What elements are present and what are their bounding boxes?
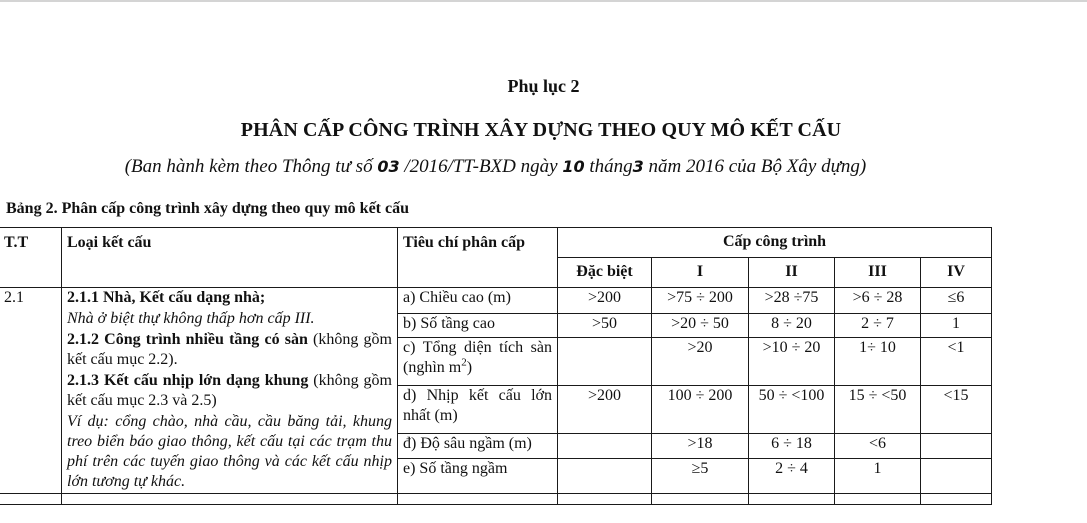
value-cell: 2 ÷ 4 (749, 459, 835, 494)
superscript: 2 (461, 356, 467, 369)
value-cell: 1 (835, 459, 921, 494)
empty-cell (835, 494, 921, 505)
main-title-text: PHÂN CẤP CÔNG TRÌNH XÂY DỰNG THEO QUY MÔ KẾT CẤU (240, 119, 842, 141)
empty-cell (652, 494, 749, 505)
value-cell: >6 ÷ 28 (835, 288, 921, 314)
appendix-label (0, 76, 1087, 97)
value-cell: >50 (558, 314, 652, 338)
table-row-continuation (0, 494, 992, 505)
value-cell: >10 ÷ 20 (749, 338, 835, 386)
value-cell (558, 338, 652, 386)
structure-type-cell (62, 288, 398, 494)
criterion-text: ) (466, 359, 473, 376)
value-cell: ≤6 (921, 288, 992, 314)
value-cell: 1÷ 10 (835, 338, 921, 386)
structure-grade-table (0, 227, 992, 505)
value-cell: >18 (652, 434, 749, 459)
value-cell: 6 ÷ 18 (749, 434, 835, 459)
item-italic: Nhà ở biệt thự không thấp hơn cấp III. (67, 310, 315, 327)
header-grade-special: Đặc biệt (558, 258, 652, 288)
item-2-1-2 (67, 330, 392, 370)
item-italic: Ví dụ: cổng chào, nhà cầu, cầu băng tải, khung treo biển báo giao thông, kết cấu tại các trạm thu phí trên các tuyến giao thông và các kết cấu nhịp lớn tương tự khác. (67, 413, 392, 490)
criterion-cell: b) Số tầng cao (398, 314, 558, 338)
header-tt: T.T (0, 228, 62, 288)
value-cell: >75 ÷ 200 (652, 288, 749, 314)
subtitle-part: tháng (584, 156, 633, 177)
criterion-cell (398, 338, 558, 386)
criterion-cell: d) Nhịp kết cấu lớn nhất (m) (398, 386, 558, 434)
subtitle-line (125, 156, 867, 178)
empty-cell (62, 494, 398, 505)
page-top-edge (0, 0, 1087, 2)
header-row (0, 228, 992, 258)
item-normal: (không gồm kết cấu mục 2.2). (67, 331, 392, 368)
issue-day: 10 (562, 157, 585, 176)
item-normal: (không gồm kết cấu mục 2.3 và 2.5) (67, 372, 393, 409)
value-cell: >20 ÷ 50 (652, 314, 749, 338)
circular-number: 03 (377, 157, 400, 176)
item-bold: 2.1.1 Nhà, Kết cấu dạng nhà; (67, 289, 266, 306)
header-grade-2: II (749, 258, 835, 288)
table-row (0, 288, 992, 314)
value-cell: >20 (652, 338, 749, 386)
header-grade-group: Cấp công trình (558, 228, 992, 258)
criterion-cell: đ) Độ sâu ngầm (m) (398, 434, 558, 459)
subtitle-part: năm 2016 của Bộ Xây dựng) (643, 156, 867, 177)
header-grade-4: IV (921, 258, 992, 288)
header-grade-3: III (835, 258, 921, 288)
value-cell (558, 434, 652, 459)
empty-cell (398, 494, 558, 505)
empty-cell (0, 494, 62, 505)
item-bold: 2.1.2 Công trình nhiều tầng có sàn (67, 331, 308, 348)
criterion-text: c) Tổng diện tích sàn (nghìn m (403, 339, 552, 376)
table-caption: Bảng 2. Phân cấp công trình xây dựng theo quy mô kết cấu (6, 200, 409, 217)
value-cell: 50 ÷ <100 (749, 386, 835, 434)
value-cell: ≥5 (652, 459, 749, 494)
value-cell: >200 (558, 288, 652, 314)
empty-cell (558, 494, 652, 505)
value-cell: 15 ÷ <50 (835, 386, 921, 434)
value-cell (921, 459, 992, 494)
appendix-label-text: Phụ lục 2 (507, 76, 580, 96)
value-cell: 2 ÷ 7 (835, 314, 921, 338)
header-structure-type: Loại kết cấu (62, 228, 398, 288)
subtitle (0, 156, 1087, 178)
criterion-cell: a) Chiều cao (m) (398, 288, 558, 314)
item-example (67, 412, 392, 492)
subtitle-part: (Ban hành kèm theo Thông tư số (124, 156, 378, 177)
value-cell (558, 459, 652, 494)
value-cell: 8 ÷ 20 (749, 314, 835, 338)
section-number: 2.1 (0, 288, 62, 494)
item-2-1-1 (67, 288, 392, 308)
subtitle-part: /2016/TT-BXD ngày (399, 156, 563, 177)
value-cell (921, 434, 992, 459)
item-2-1-3 (67, 371, 392, 411)
value-cell: <15 (921, 386, 992, 434)
main-title (0, 119, 1087, 142)
header-grade-1: I (652, 258, 749, 288)
item-bold: 2.1.3 Kết cấu nhịp lớn dạng khung (67, 372, 309, 389)
value-cell: <1 (921, 338, 992, 386)
value-cell: >28 ÷75 (749, 288, 835, 314)
item-villa-note (67, 309, 392, 329)
criterion-cell: e) Số tầng ngầm (398, 459, 558, 494)
header-criteria: Tiêu chí phân cấp (398, 228, 558, 288)
value-cell: 1 (921, 314, 992, 338)
value-cell: >200 (558, 386, 652, 434)
empty-cell (749, 494, 835, 505)
empty-cell (921, 494, 992, 505)
value-cell: 100 ÷ 200 (652, 386, 749, 434)
value-cell: <6 (835, 434, 921, 459)
issue-month: 3 (632, 157, 644, 176)
